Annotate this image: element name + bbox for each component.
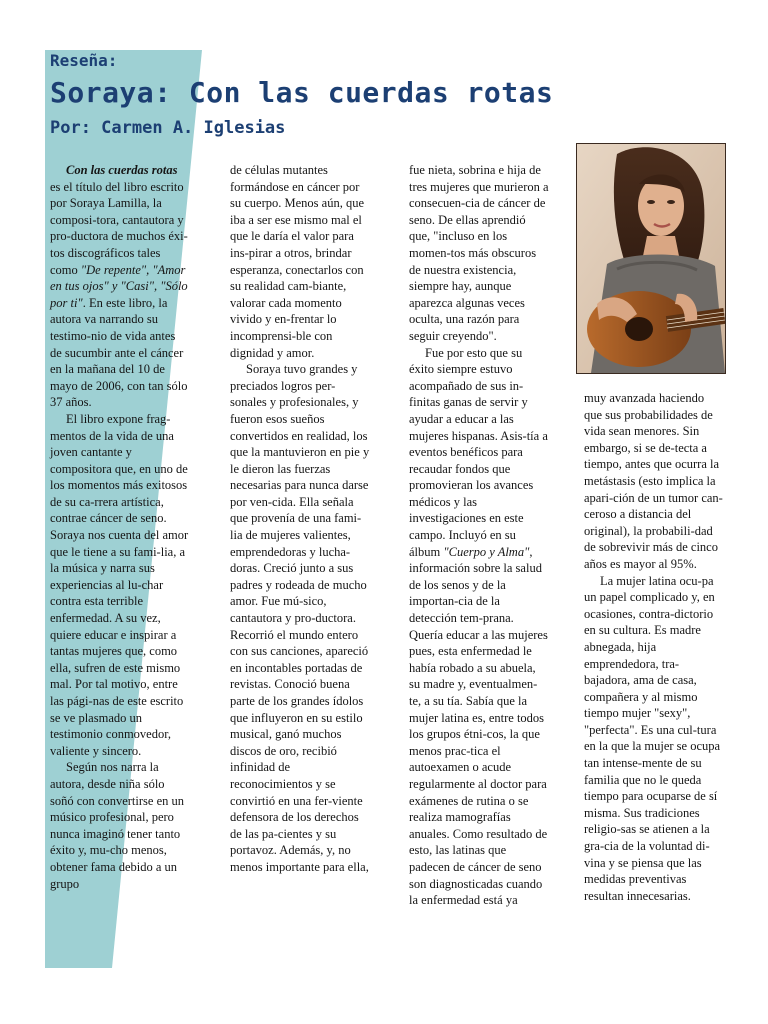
article-paragraph: El libro expone frag-mentos de la vida de una joven cantante y compositora que, en uno de los momentos más exitosos de su ca-rrera artística, contrae cáncer de seno. Soraya nos cuenta del amor que le tiene a su fami-lia, a la música y narra sus experiencias al lu-char contra esta terrible enfermedad. A su vez, quiere educar e inspirar a tantas mujeres que, como ella, sufren de este mismo mal. Por tal motivo, entre las pági-nas de este escrito se ve plasmado un testimonio conmovedor, valiente y sincero.	[50, 411, 189, 758]
article-paragraph: fue nieta, sobrina e hija de tres mujeres que murieron a consecuen-cia de cáncer de seno. De ellas aprendió que, "incluso en los momen-tos más obscuros de nuestra existencia, siempre hay, aunque aparezca algunas veces oculta, una razón para seguir creyendo".	[409, 163, 549, 343]
paragraph-text: Fue por esto que su éxito siempre estuvo acompañado de sus in-finitas ganas de servir y ayudar a educar a las mujeres hispanas. Asis-tía a eventos benéficos para recaudar fondos que promovieran los avances médicos y las investigaciones en este campo. Incluyó en su álbum	[409, 345, 548, 559]
article-paragraph	[50, 162, 190, 411]
article-byline: Por: Carmen A. Iglesias	[50, 118, 286, 138]
article-paragraph: Soraya tuvo grandes y preciados logros per-sonales y profesionales, y fueron esos sueños convertidos en realidad, los que la mantuvieron en pie y le dieron las fuerzas necesarias para nunca darse por ven-cida. Ella señala que provenía de una fami-lia de mujeres valientes, emprendedoras y lucha-doras. Creció junto a sus padres y rodeada de mucho amor. Fue mú-sico, cantautora y pro-ductora. Recorrió el mundo entero con sus canciones, apareció en incontables portadas de revistas. Conoció buena parte de los grandes ídolos que influyeron en su estilo musical, ganó muchos discos de oro, recibió infinidad de reconocimientos y se convirtió en una fer-viente defensora de los derechos de las pa-cientes y su portavoz. Además, y, no menos importante para ella,	[230, 362, 370, 874]
article-paragraph: muy avanzada haciendo que sus probabilidades de vida sean menores. Sin embargo, si se de-tecta a tiempo, antes que ocurra la metástasis (esto implica la apari-ción de un tumor can-ceroso a distancia del original), la probabili-dad de sobrevivir más de cinco años es mayor al 95%.	[584, 391, 723, 571]
book-title: Con las cuerdas rotas	[66, 163, 178, 177]
article-column-2	[230, 162, 370, 876]
article-column-1	[50, 162, 190, 892]
singer-with-guitar-photo	[576, 143, 726, 374]
paragraph-text: . En este libro, la autora va narrando su testimo-nio de vida antes de sucumbir ante el cáncer en la mañana del 10 de mayo de 2006, con tan sólo 37 años.	[50, 295, 188, 410]
article-column-4	[584, 390, 724, 904]
paragraph-text: es el título del libro escrito por Soraya Lamilla, la composi-tora, cantautora y pro-ductora de muchos éxi-tos discográficos tales como	[50, 179, 188, 277]
section-kicker: Reseña:	[50, 51, 118, 70]
article-title: Soraya: Con las cuerdas rotas	[50, 76, 554, 109]
album-title: "Cuerpo y Alma"	[443, 544, 530, 559]
paragraph-text: , información sobre la salud de los senos y de la importan-cia de la detección tem-prana. Quería educar a las mujeres pues, esta enfermedad le había robado a su abuela, su madre y, eventualmen-te, a su tía. Sabía que la mujer latina es, entre todos los grupos étni-cos, la que menos prac-tica el autoexamen o acude regularmente al doctor para exámenes de rutina o se realiza mamografías anuales. Como resultado de esto, las latinas que padecen de cáncer de seno son diagnosticadas cuando la enfermedad está ya	[409, 544, 548, 908]
article-paragraph: de células mutantes formándose en cáncer por su cuerpo. Menos aún, que iba a ser ese mismo mal el que le daría el valor para ins-pirar a otros, brindar esperanza, conectarlos con su realidad cam-biante, valorar cada momento vivido y en-frentar lo incomprensi-ble con dignidad y amor.	[230, 163, 364, 360]
song-list: "De repente", "Amor en tus ojos" y "Casi", "Sólo por ti"	[50, 262, 188, 310]
article-header	[50, 50, 553, 141]
article-paragraph: La mujer latina ocu-pa un papel complicado y, en ocasiones, contra-dictorio en su cultura. Es madre abnegada, hija emprendedora, tra-bajadora, ama de casa, compañera y al mismo tiempo mujer "sexy", "perfecta". Es una cul-tura en la que la mujer se ocupa tan intense-mente de su familia que no le queda tiempo para ocuparse de sí misma. Sus tradiciones religio-sas se atienen a la gra-cia de la voluntad di-vina y se piensa que las medidas preventivas resultan innecesarias.	[584, 573, 721, 903]
article-paragraph: Según nos narra la autora, desde niña sólo soñó con convertirse en un músico profesional, pero nunca imaginó tener tanto éxito y, mu-cho menos, obtener fama debido a un grupo	[50, 760, 184, 891]
article-paragraph	[409, 345, 549, 909]
article-column-3	[409, 162, 549, 909]
